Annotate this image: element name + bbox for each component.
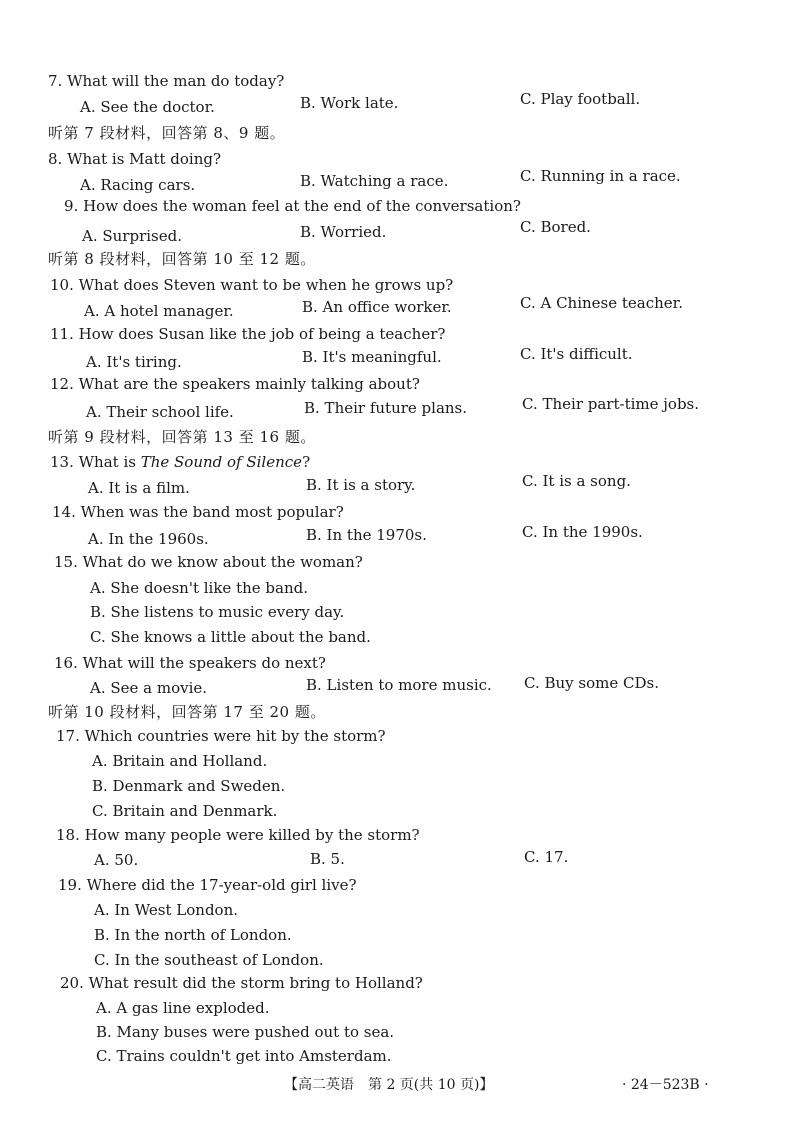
question-15-option-a: A. She doesn't like the band. [90, 579, 308, 597]
question-14-stem: 14. When was the band most popular? [52, 503, 344, 521]
question-20-option-c: C. Trains couldn't get into Amsterdam. [96, 1047, 392, 1065]
question-16-stem: 16. What will the speakers do next? [54, 654, 326, 672]
question-10-option-c: C. A Chinese teacher. [520, 294, 683, 312]
question-11-option-b: B. It's meaningful. [302, 348, 442, 366]
question-11-option-c: C. It's difficult. [520, 345, 633, 363]
question-18-option-a: A. 50. [94, 851, 139, 869]
question-8-option-c: C. Running in a race. [520, 167, 681, 185]
paper-code: · 24－523B · [622, 1077, 709, 1093]
question-10-option-a: A. A hotel manager. [84, 302, 234, 320]
question-7-option-c: C. Play football. [520, 90, 641, 108]
question-13-stem-end: ? [302, 453, 311, 471]
question-19-stem: 19. Where did the 17-year-old girl live? [58, 876, 357, 894]
question-16-option-b: B. Listen to more music. [306, 676, 492, 694]
question-7-option-b: B. Work late. [300, 94, 399, 112]
question-8-option-a: A. Racing cars. [80, 176, 196, 194]
question-12-option-c: C. Their part-time jobs. [522, 395, 700, 413]
question-10-option-b: B. An office worker. [302, 298, 452, 316]
question-20-option-a: A. A gas line exploded. [96, 999, 270, 1017]
question-19-option-b: B. In the north of London. [94, 926, 292, 944]
question-20-stem: 20. What result did the storm bring to Holland? [60, 974, 423, 992]
question-13-option-c: C. It is a song. [522, 472, 631, 490]
question-7-stem: 7. What will the man do today? [48, 72, 285, 90]
section-instruction-10: 听第 10 段材料，回答第 17 至 20 题。 [48, 703, 326, 721]
question-12-option-a: A. Their school life. [86, 403, 234, 421]
question-13-option-a: A. It is a film. [88, 479, 190, 497]
question-18-option-c: C. 17. [524, 848, 569, 866]
song-title: The Sound of Silence [140, 453, 303, 471]
question-17-stem: 17. Which countries were hit by the storm? [56, 727, 386, 745]
question-15-stem: 15. What do we know about the woman? [54, 553, 363, 571]
question-16-option-a: A. See a movie. [90, 679, 208, 697]
question-18-stem: 18. How many people were killed by the storm? [56, 826, 420, 844]
section-instruction-7: 听第 7 段材料，回答第 8、9 题。 [48, 124, 286, 142]
question-9-option-b: B. Worried. [300, 223, 387, 241]
question-19-option-a: A. In West London. [94, 901, 239, 919]
question-16-option-c: C. Buy some CDs. [524, 674, 659, 692]
question-12-option-b: B. Their future plans. [304, 399, 468, 417]
question-13-stem-start: 13. What is [50, 453, 141, 471]
question-17-option-b: B. Denmark and Sweden. [92, 777, 286, 795]
question-10-stem: 10. What does Steven want to be when he grows up? [50, 276, 454, 294]
question-11-option-a: A. It's tiring. [86, 353, 182, 371]
question-9-option-c: C. Bored. [520, 218, 591, 236]
question-13-stem [50, 453, 310, 471]
question-8-option-b: B. Watching a race. [300, 172, 449, 190]
question-13-option-b: B. It is a story. [306, 476, 416, 494]
question-8-stem: 8. What is Matt doing? [48, 150, 222, 168]
question-11-stem: 11. How does Susan like the job of being a teacher? [50, 325, 446, 343]
page-footer-label: 【高二英语 第 2 页(共 10 页)】 [284, 1077, 494, 1093]
question-20-option-b: B. Many buses were pushed out to sea. [96, 1023, 395, 1041]
question-17-option-a: A. Britain and Holland. [92, 752, 268, 770]
question-12-stem: 12. What are the speakers mainly talking about? [50, 375, 420, 393]
question-17-option-c: C. Britain and Denmark. [92, 802, 278, 820]
question-14-option-b: B. In the 1970s. [306, 526, 427, 544]
question-14-option-a: A. In the 1960s. [88, 530, 209, 548]
section-instruction-9: 听第 9 段材料，回答第 13 至 16 题。 [48, 428, 316, 446]
question-7-option-a: A. See the doctor. [80, 98, 215, 116]
question-15-option-c: C. She knows a little about the band. [90, 628, 371, 646]
section-instruction-8: 听第 8 段材料，回答第 10 至 12 题。 [48, 250, 316, 268]
question-9-stem: 9. How does the woman feel at the end of the conversation? [64, 197, 521, 215]
question-14-option-c: C. In the 1990s. [522, 523, 643, 541]
question-18-option-b: B. 5. [310, 850, 345, 868]
question-9-option-a: A. Surprised. [82, 227, 182, 245]
question-15-option-b: B. She listens to music every day. [90, 603, 345, 621]
question-19-option-c: C. In the southeast of London. [94, 951, 324, 969]
